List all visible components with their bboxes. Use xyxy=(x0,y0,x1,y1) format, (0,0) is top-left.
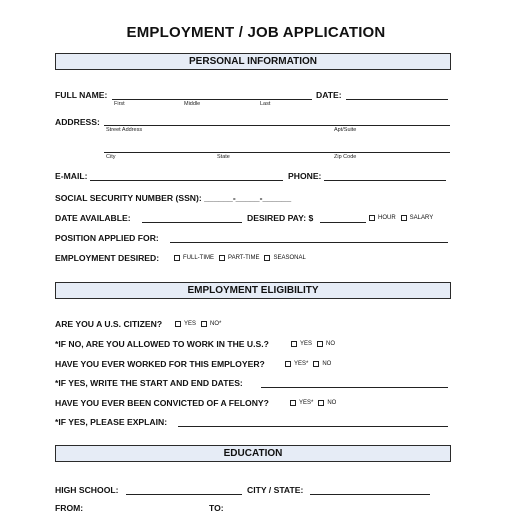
hour-option[interactable]: HOUR xyxy=(369,214,396,222)
to-label: TO: xyxy=(209,503,224,512)
desired-pay-label: DESIRED PAY: $ xyxy=(247,213,314,223)
worked-yes-checkbox[interactable] xyxy=(285,361,291,367)
worked-no-option[interactable]: NO xyxy=(313,360,331,368)
street-address-field[interactable] xyxy=(104,125,450,126)
date-available-label: DATE AVAILABLE: xyxy=(55,213,131,223)
worked-no-checkbox[interactable] xyxy=(313,361,319,367)
employment-type-options xyxy=(174,254,311,262)
position-field[interactable] xyxy=(170,242,448,243)
felony-yes-checkbox[interactable] xyxy=(290,400,296,406)
email-field[interactable] xyxy=(90,180,283,181)
citizen-no-checkbox[interactable] xyxy=(201,321,207,327)
start-end-dates-field[interactable] xyxy=(261,387,448,388)
phone-label: PHONE: xyxy=(288,171,322,181)
felony-options xyxy=(290,399,341,407)
felony-no-checkbox[interactable] xyxy=(318,400,324,406)
seasonal-checkbox[interactable] xyxy=(264,255,270,261)
allowed-yes-option[interactable]: YES xyxy=(291,340,312,348)
first-name-caption: First xyxy=(114,101,125,107)
date-field[interactable] xyxy=(346,99,448,100)
allowed-to-work-question: *IF NO, ARE YOU ALLOWED TO WORK IN THE U.S.? xyxy=(55,339,269,349)
part-time-option[interactable]: PART-TIME xyxy=(219,254,259,262)
salary-checkbox[interactable] xyxy=(401,215,407,221)
address-label: ADDRESS: xyxy=(55,117,100,127)
apt-suite-caption: Apt/Suite xyxy=(334,127,357,133)
city-caption: City xyxy=(106,154,116,160)
position-label: POSITION APPLIED FOR: xyxy=(55,233,159,243)
city-state-label: CITY / STATE: xyxy=(247,485,304,495)
section-header-education: EDUCATION xyxy=(55,445,451,462)
from-label: FROM: xyxy=(55,503,84,512)
page-title: EMPLOYMENT / JOB APPLICATION xyxy=(126,24,386,41)
state-caption: State xyxy=(217,154,230,160)
worked-yes-option[interactable]: YES* xyxy=(285,360,308,368)
allowed-yes-checkbox[interactable] xyxy=(291,341,297,347)
high-school-label: HIGH SCHOOL: xyxy=(55,485,119,495)
start-end-dates-label: *IF YES, WRITE THE START AND END DATES: xyxy=(55,378,243,388)
felony-question: HAVE YOU EVER BEEN CONVICTED OF A FELONY? xyxy=(55,398,269,408)
allowed-no-checkbox[interactable] xyxy=(317,341,323,347)
part-time-checkbox[interactable] xyxy=(219,255,225,261)
city-state-zip-field[interactable] xyxy=(104,152,450,153)
employment-desired-label: EMPLOYMENT DESIRED: xyxy=(55,253,160,263)
citizen-question: ARE YOU A U.S. CITIZEN? xyxy=(55,319,163,329)
citizen-yes-checkbox[interactable] xyxy=(175,321,181,327)
explain-label: *IF YES, PLEASE EXPLAIN: xyxy=(55,417,168,427)
full-name-label: FULL NAME: xyxy=(55,90,108,100)
ssn-label: SOCIAL SECURITY NUMBER (SSN): ______-_____-______ xyxy=(55,193,292,203)
worked-before-question: HAVE YOU EVER WORKED FOR THIS EMPLOYER? xyxy=(55,359,265,369)
salary-option[interactable]: SALARY xyxy=(401,214,434,222)
zip-code-caption: Zip Code xyxy=(334,154,357,160)
high-school-city-state-field[interactable] xyxy=(310,494,430,495)
felony-no-option[interactable]: NO xyxy=(318,399,336,407)
citizen-options xyxy=(175,320,226,328)
citizen-no-option[interactable]: NO* xyxy=(201,320,221,328)
hour-checkbox[interactable] xyxy=(369,215,375,221)
street-address-caption: Street Address xyxy=(106,127,143,133)
desired-pay-field[interactable] xyxy=(320,222,366,223)
allowed-no-option[interactable]: NO xyxy=(317,340,335,348)
felony-yes-option[interactable]: YES* xyxy=(290,399,313,407)
allowed-to-work-options xyxy=(291,340,340,348)
full-time-checkbox[interactable] xyxy=(174,255,180,261)
last-name-caption: Last xyxy=(260,101,271,107)
explain-field[interactable] xyxy=(178,426,448,427)
high-school-field[interactable] xyxy=(126,494,242,495)
section-header-personal: PERSONAL INFORMATION xyxy=(55,53,451,70)
date-available-field[interactable] xyxy=(142,222,242,223)
citizen-yes-option[interactable]: YES xyxy=(175,320,196,328)
phone-field[interactable] xyxy=(324,180,446,181)
middle-name-caption: Middle xyxy=(184,101,201,107)
full-name-field[interactable] xyxy=(112,99,312,100)
full-time-option[interactable]: FULL-TIME xyxy=(174,254,214,262)
worked-before-options xyxy=(285,360,336,368)
seasonal-option[interactable]: SEASONAL xyxy=(264,254,305,262)
ssn-field[interactable]: ______-_____-______ xyxy=(204,193,292,203)
section-header-eligibility: EMPLOYMENT ELIGIBILITY xyxy=(55,282,451,299)
pay-type-options xyxy=(369,214,438,222)
date-label: DATE: xyxy=(316,90,342,100)
email-label: E-MAIL: xyxy=(55,171,88,181)
